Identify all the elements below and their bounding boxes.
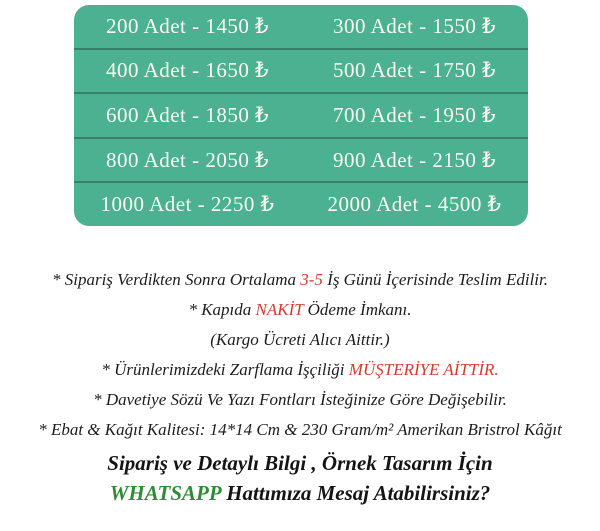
customer-responsibility-accent: MÜŞTERİYE AİTTİR. [348,360,499,379]
cta-text: Hattımıza Mesaj Atabilirsiniz? [220,481,491,505]
note-line-shipping: (Kargo Ücreti Alıcı Aittir.) [210,330,390,349]
cta-line-2 [0,478,600,508]
price-cell: 800 Adet - 2050 ₺ [105,147,270,172]
price-cell: 200 Adet - 1450 ₺ [105,13,270,38]
note-line-envelope [0,355,600,385]
table-row [74,181,528,226]
delivery-days-accent: 3-5 [300,270,323,289]
footer-cta [0,448,600,508]
price-cell: 900 Adet - 2150 ₺ [332,147,497,172]
note-text: * Sipariş Verdikten Sonra Ortalama [52,270,301,289]
price-cell: 500 Adet - 1750 ₺ [332,58,497,83]
note-line-fonts: * Davetiye Sözü Ve Yazı Fontları İsteğinize Göre Değişebilir. [93,390,507,409]
table-row [74,48,528,93]
price-cell: 600 Adet - 1850 ₺ [105,102,270,127]
note-text: İş Günü İçerisinde Teslim Edilir. [322,270,548,289]
table-row [74,92,528,137]
price-cell: 300 Adet - 1550 ₺ [332,13,497,38]
note-text: * Kapıda [188,300,256,319]
price-cell: 1000 Adet - 2250 ₺ [100,192,275,217]
price-cell: 400 Adet - 1650 ₺ [105,58,270,83]
note-line-paper-quality: * Ebat & Kağıt Kalitesi: 14*14 Cm & 230 Gram/m² Amerikan Bristrol Kâğıt [38,420,562,439]
table-row [74,5,528,48]
whatsapp-label: WHATSAPP [109,481,221,505]
note-line-payment [0,295,600,325]
notes-block [0,265,600,445]
price-cell: 2000 Adet - 4500 ₺ [327,192,502,217]
price-table [74,5,528,226]
note-line-delivery [0,265,600,295]
cash-payment-accent: NAKİT [255,300,304,319]
price-cell: 700 Adet - 1950 ₺ [332,102,497,127]
note-text: Ödeme İmkanı. [303,300,412,319]
note-text: * Ürünlerimizdeki Zarflama İşçiliği [101,360,349,379]
cta-line-1: Sipariş ve Detaylı Bilgi , Örnek Tasarım İçin [107,451,493,475]
table-row [74,137,528,182]
